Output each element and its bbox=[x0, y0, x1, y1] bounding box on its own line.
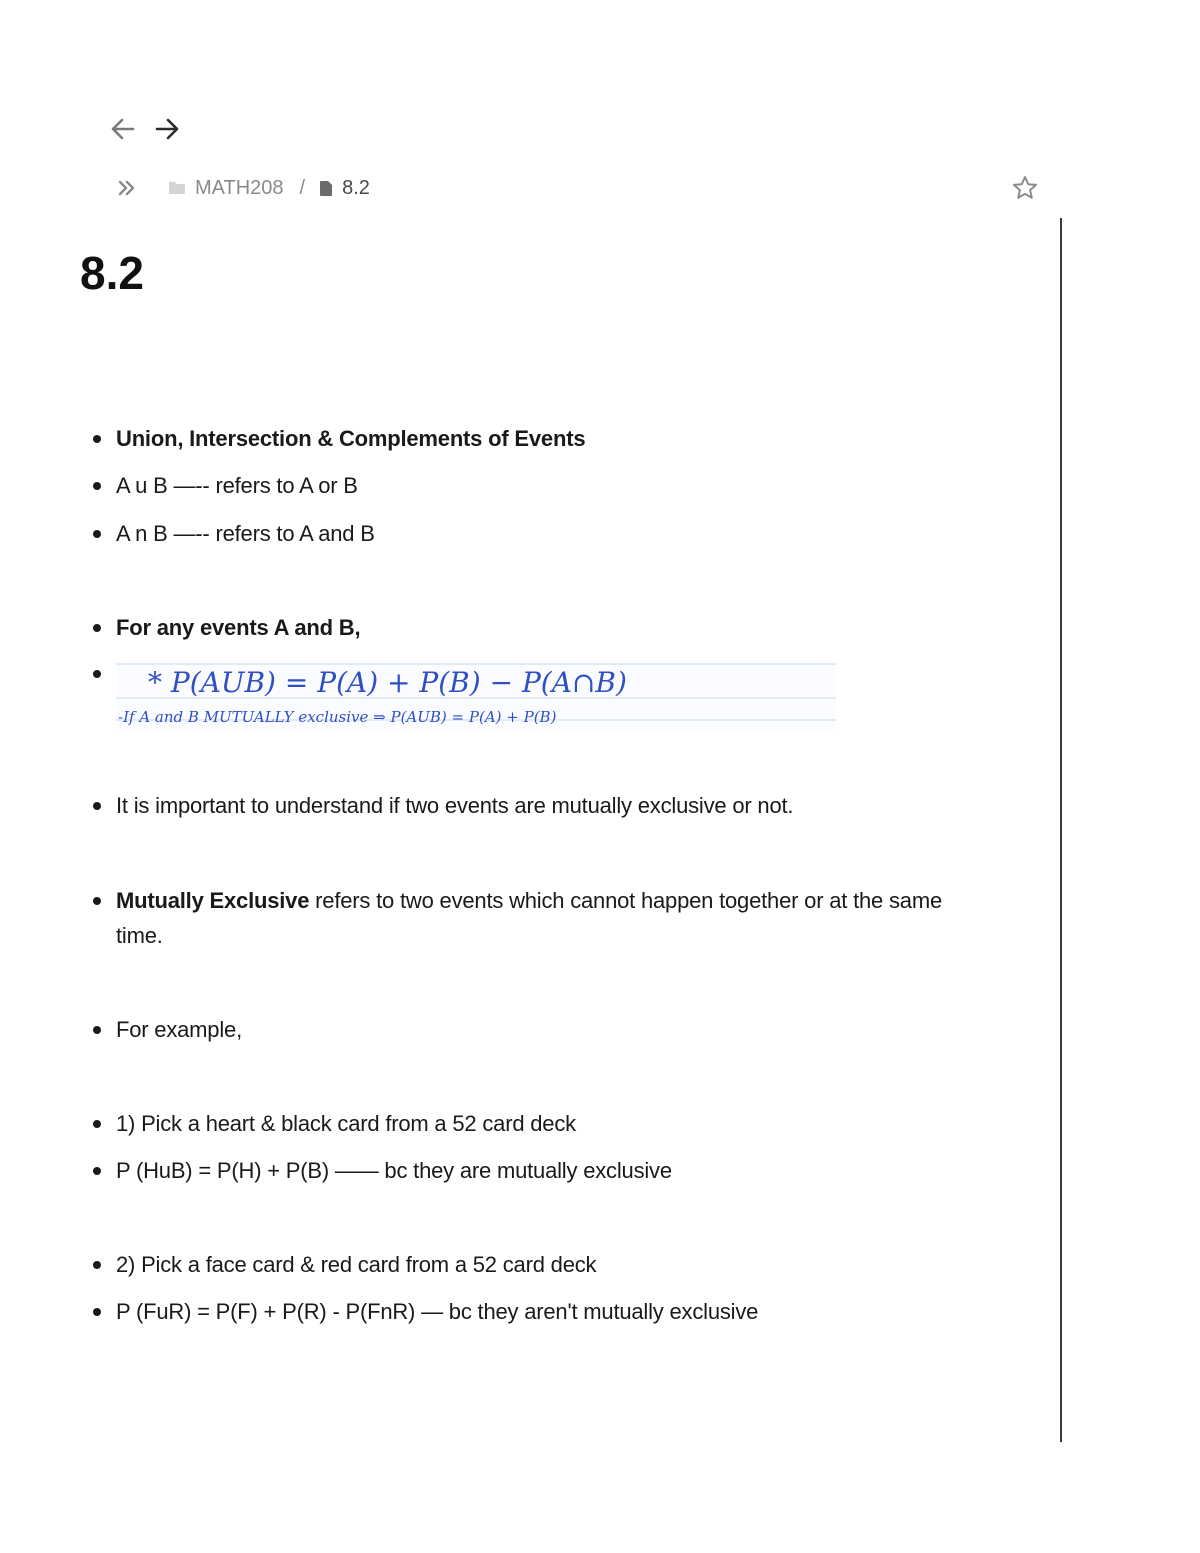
bullet-dot bbox=[90, 1294, 116, 1329]
list-item bbox=[90, 1294, 950, 1329]
scrollbar-track[interactable] bbox=[1060, 218, 1062, 1442]
handwritten-line-2: -If A and B MUTUALLY exclusive ⇒ P(AUB) = P(A) + P(B) bbox=[118, 708, 557, 726]
list-item-text: Union, Intersection & Complements of Events bbox=[116, 426, 586, 451]
expand-sidebar-button[interactable] bbox=[116, 177, 138, 199]
bullet-dot bbox=[90, 1012, 116, 1047]
bullet-dot bbox=[90, 1247, 116, 1282]
list-item bbox=[90, 610, 950, 645]
double-chevron-right-icon bbox=[117, 179, 137, 197]
favorite-button[interactable] bbox=[1010, 173, 1040, 203]
list-item-text: 2) Pick a face card & red card from a 52 card deck bbox=[116, 1252, 597, 1277]
breadcrumb bbox=[116, 174, 370, 202]
list-item-text: For any events A and B, bbox=[116, 615, 361, 640]
star-icon bbox=[1011, 174, 1039, 202]
bullet-dot bbox=[90, 421, 116, 456]
list-item-text: P (FuR) = P(F) + P(R) - P(FnR) — bc they aren't mutually exclusive bbox=[116, 1299, 759, 1324]
breadcrumb-folder[interactable] bbox=[168, 177, 284, 200]
breadcrumb-page-label: 8.2 bbox=[342, 176, 370, 199]
list-item-text: For example, bbox=[116, 1017, 242, 1042]
body-text: refers to two events which cannot happen together or at the same time. bbox=[116, 888, 942, 948]
bullet-dot bbox=[90, 468, 116, 503]
list-item-text bbox=[116, 883, 950, 953]
document-icon bbox=[319, 180, 333, 197]
breadcrumb-separator: / bbox=[299, 176, 306, 199]
list-item bbox=[90, 1106, 950, 1141]
page-title: 8.2 bbox=[80, 247, 144, 299]
folder-icon bbox=[168, 181, 186, 195]
list-item-text: A n B —-- refers to A and B bbox=[116, 521, 375, 546]
list-item-text: A u B —-- refers to A or B bbox=[116, 473, 358, 498]
bullet-dot bbox=[90, 883, 116, 918]
bullet-dot bbox=[90, 610, 116, 645]
arrow-left-icon bbox=[109, 115, 137, 143]
handwritten-formula-image bbox=[116, 660, 836, 730]
history-nav bbox=[108, 114, 182, 144]
list-item bbox=[90, 516, 950, 551]
forward-button[interactable] bbox=[152, 114, 182, 144]
breadcrumb-page[interactable] bbox=[319, 177, 370, 200]
list-item-text: 1) Pick a heart & black card from a 52 card deck bbox=[116, 1111, 576, 1136]
list-item bbox=[90, 1247, 950, 1282]
bullet-dot bbox=[90, 1106, 116, 1141]
emphasis-text: Mutually Exclusive bbox=[116, 888, 310, 913]
list-item bbox=[90, 421, 950, 456]
back-button[interactable] bbox=[108, 114, 138, 144]
bullet-dot bbox=[90, 656, 116, 691]
list-item bbox=[90, 883, 950, 953]
list-item bbox=[90, 1153, 950, 1188]
handwritten-line-1: * P(AUB) = P(A) + P(B) − P(A∩B) bbox=[148, 666, 627, 699]
bullet-dot bbox=[90, 788, 116, 823]
list-item bbox=[90, 1012, 950, 1047]
bullet-dot bbox=[90, 516, 116, 551]
list-item bbox=[90, 468, 950, 503]
list-item-text: P (HuB) = P(H) + P(B) —— bc they are mutually exclusive bbox=[116, 1158, 672, 1183]
list-item-text: It is important to understand if two events are mutually exclusive or not. bbox=[116, 793, 794, 818]
arrow-right-icon bbox=[153, 115, 181, 143]
bullet-dot bbox=[90, 1153, 116, 1188]
breadcrumb-folder-label: MATH208 bbox=[195, 176, 284, 199]
list-item bbox=[90, 788, 950, 823]
